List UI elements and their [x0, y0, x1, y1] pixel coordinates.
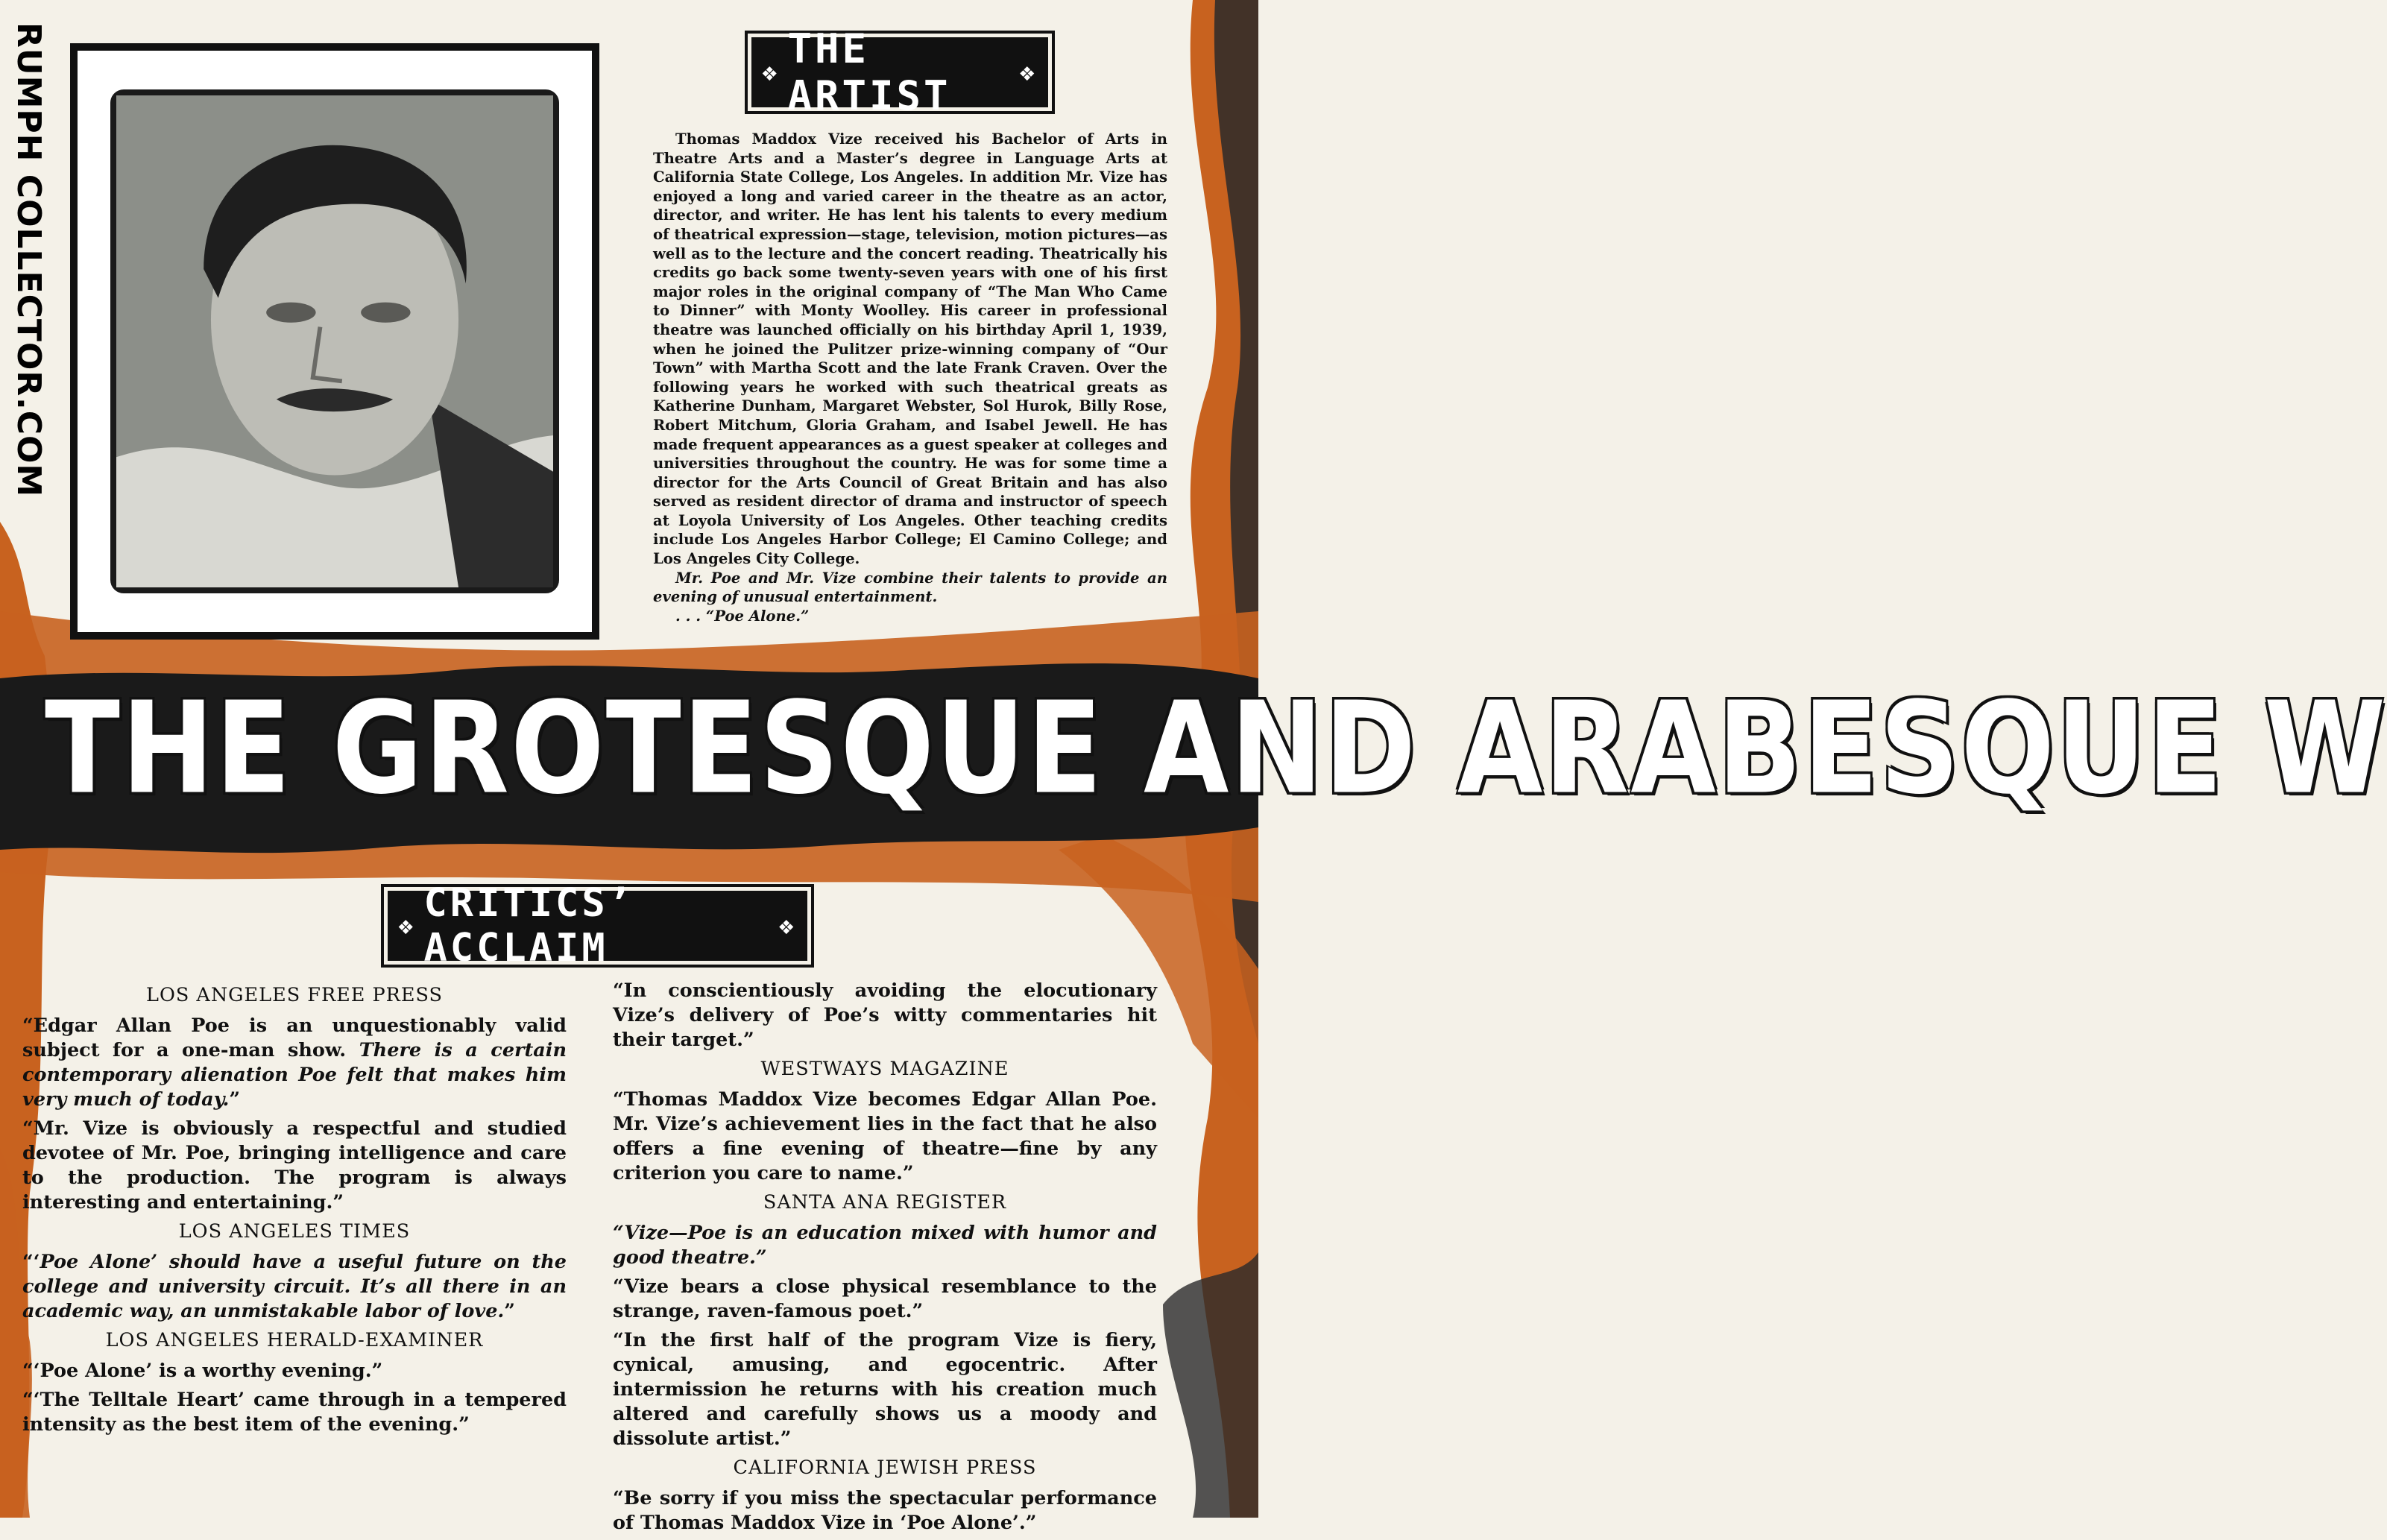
- quote-text: ”: [504, 1300, 515, 1322]
- artist-bio: [653, 130, 1167, 625]
- review-quote: [22, 1014, 567, 1112]
- ornament-right-icon: ❖: [1019, 57, 1038, 87]
- review-quote: “‘Poe Alone’ is a worthy evening.”: [22, 1360, 383, 1382]
- review-source: SANTA ANA REGISTER: [763, 1191, 1007, 1214]
- watermark-text: RUMPH COLLECTOR.COM: [10, 22, 48, 498]
- review-quote: [22, 1250, 567, 1324]
- bio-signoff: . . . “Poe Alone.”: [675, 607, 810, 625]
- quote-text: “Edgar Allan Poe is an unquestionably valid subject for a one-man show.: [22, 1014, 567, 1061]
- review-quote: “Be sorry if you miss the spectacular performance of Thomas Maddox Vize in ‘Poe Alone’.”: [613, 1487, 1157, 1534]
- ornament-right-icon: ❖: [778, 911, 797, 941]
- bio-paragraph: Thomas Maddox Vize received his Bachelor of Arts in Theatre Arts and a Master’s degree in Language Arts at California State College, Los Angeles. In addition Mr. Vize has enjoyed a long and varied career in the theatre as an actor, director, and writer. He has lent his talents to every medium of theatrical expression—stage, television, motion pictures—as well as to the lecture and the concert reading. Theatrically his credits go back some twenty-seven years with one of his first major roles in the original company of “The Man Who Came to Dinner” with Monty Woolley. His career in professional theatre was launched officially on his birthday April 1, 1939, when he joined the Pulitzer prize-winning company of “Our Town” with Martha Scott and the late Frank Craven. Over the following years he worked with such theatrical greats as Katherine Dunham, Margaret Webster, Sol Hurok, Billy Rose, Robert Mitchum, Gloria Graham, and Isabel Jewell. He has made frequent appearances as a guest speaker at colleges and universities throughout the country. He was for some time a director for the Arts Council of Great Britain and has also served as resident director of drama and instructor of speech at Loyola University of Los Angeles. Other teaching credits include Los Angeles Harbor College; El Camino College; and Los Angeles City College.: [653, 130, 1167, 568]
- banner-title: THE GROTESQUE AND ARABESQUE W: [45, 675, 2387, 822]
- review-quote: “Vize bears a close physical resemblance to the strange, raven-famous poet.”: [613, 1275, 1157, 1322]
- the-artist-header-text: THE ARTIST: [787, 25, 951, 119]
- portrait-photo: [110, 89, 559, 593]
- the-artist-header: [751, 25, 1048, 119]
- quote-text: “‘: [22, 1251, 40, 1273]
- critics-acclaim-header: [388, 881, 807, 971]
- review-quote: “In the first half of the program Vize is fiery, cynical, amusing, and egocentric. After intermission he returns with his creation much altered and carefully shows us a moody and dissolute artist.”: [613, 1329, 1157, 1450]
- review-quote: “In conscientiously avoiding the elocutionary Vize’s delivery of Poe’s witty commentaries hit their target.”: [613, 979, 1157, 1051]
- portrait-frame: [70, 43, 599, 640]
- review-source: WESTWAYS MAGAZINE: [760, 1058, 1009, 1080]
- portrait-illustration: [116, 95, 553, 587]
- review-quote: “Mr. Vize is obviously a respectful and studied devotee of Mr. Poe, bringing intelligence and care to the production. The program is always interesting and entertaining.”: [22, 1117, 567, 1214]
- review-source: LOS ANGELES HERALD-EXAMINER: [105, 1329, 484, 1351]
- review-quote: “Vize—Poe is an education mixed with humor and good theatre.”: [613, 1222, 1157, 1269]
- review-source: CALIFORNIA JEWISH PRESS: [733, 1457, 1037, 1479]
- quote-text: ”: [229, 1088, 241, 1111]
- quote-text-italic: Poe Alone’ should have a useful future on the college and university circuit. It’s all there in an academic way, an unmistakable labor of love.: [22, 1251, 567, 1322]
- ornament-left-icon: ❖: [762, 57, 781, 87]
- quote-text-italic: There is a certain contemporary alienation Poe felt that makes him very much of today.: [22, 1039, 567, 1111]
- review-quote: “Thomas Maddox Vize becomes Edgar Allan Poe. Mr. Vize’s achievement lies in the fact that he also offers a fine evening of theatre—fine by any criterion you care to name.”: [613, 1088, 1157, 1184]
- bio-closing: Mr. Poe and Mr. Vize combine their talents to provide an evening of unusual entertainment.: [653, 569, 1167, 606]
- ornament-left-icon: ❖: [398, 911, 417, 941]
- reviews-right-column: [613, 979, 1157, 1540]
- watermark: [6, 22, 51, 544]
- critics-acclaim-header-text: CRITICS’ ACCLAIM: [423, 881, 634, 971]
- review-source: LOS ANGELES FREE PRESS: [146, 984, 443, 1006]
- reviews-left-column: [22, 979, 567, 1442]
- review-quote: “‘The Telltale Heart’ came through in a tempered intensity as the best item of the evening.”: [22, 1389, 567, 1436]
- review-source: LOS ANGELES TIMES: [178, 1220, 411, 1243]
